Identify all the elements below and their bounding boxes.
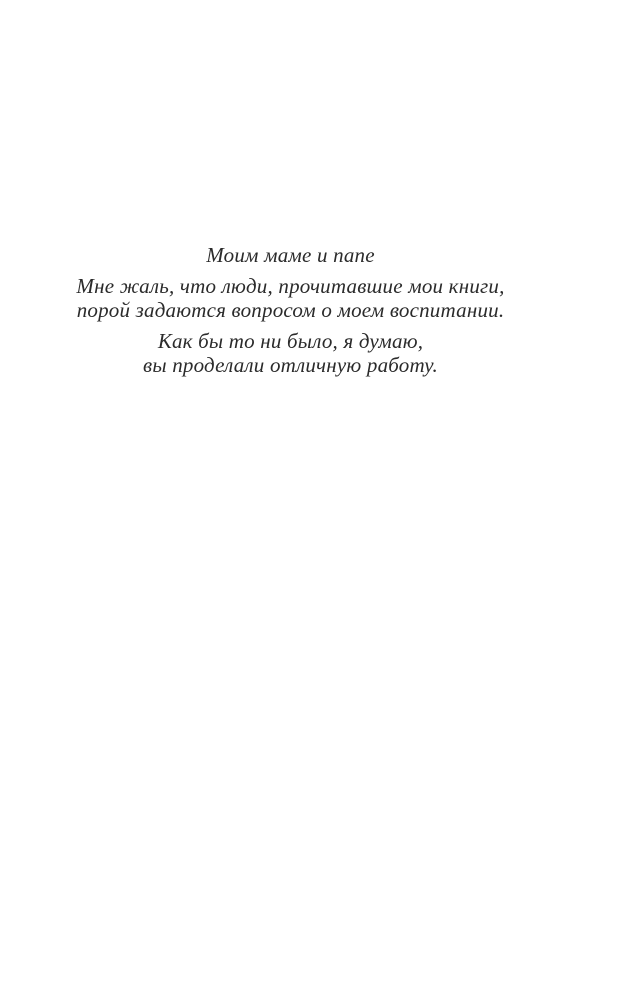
dedication-paragraph-1-line-1: Мне жаль, что люди, прочитавшие мои книги, (76, 274, 505, 298)
dedication-paragraph-1-line-2: порой задаются вопросом о моем воспитании. (76, 298, 505, 322)
dedication-heading: Моим маме и папе (206, 243, 375, 267)
dedication-paragraph-2-line-2: вы проделали отличную работу. (143, 353, 438, 377)
dedication-block (0, 243, 581, 377)
dedication-paragraph-1 (0, 274, 581, 322)
dedication-paragraph-2 (0, 329, 581, 377)
dedication-paragraph-2-line-1: Как бы то ни было, я думаю, (157, 329, 424, 353)
